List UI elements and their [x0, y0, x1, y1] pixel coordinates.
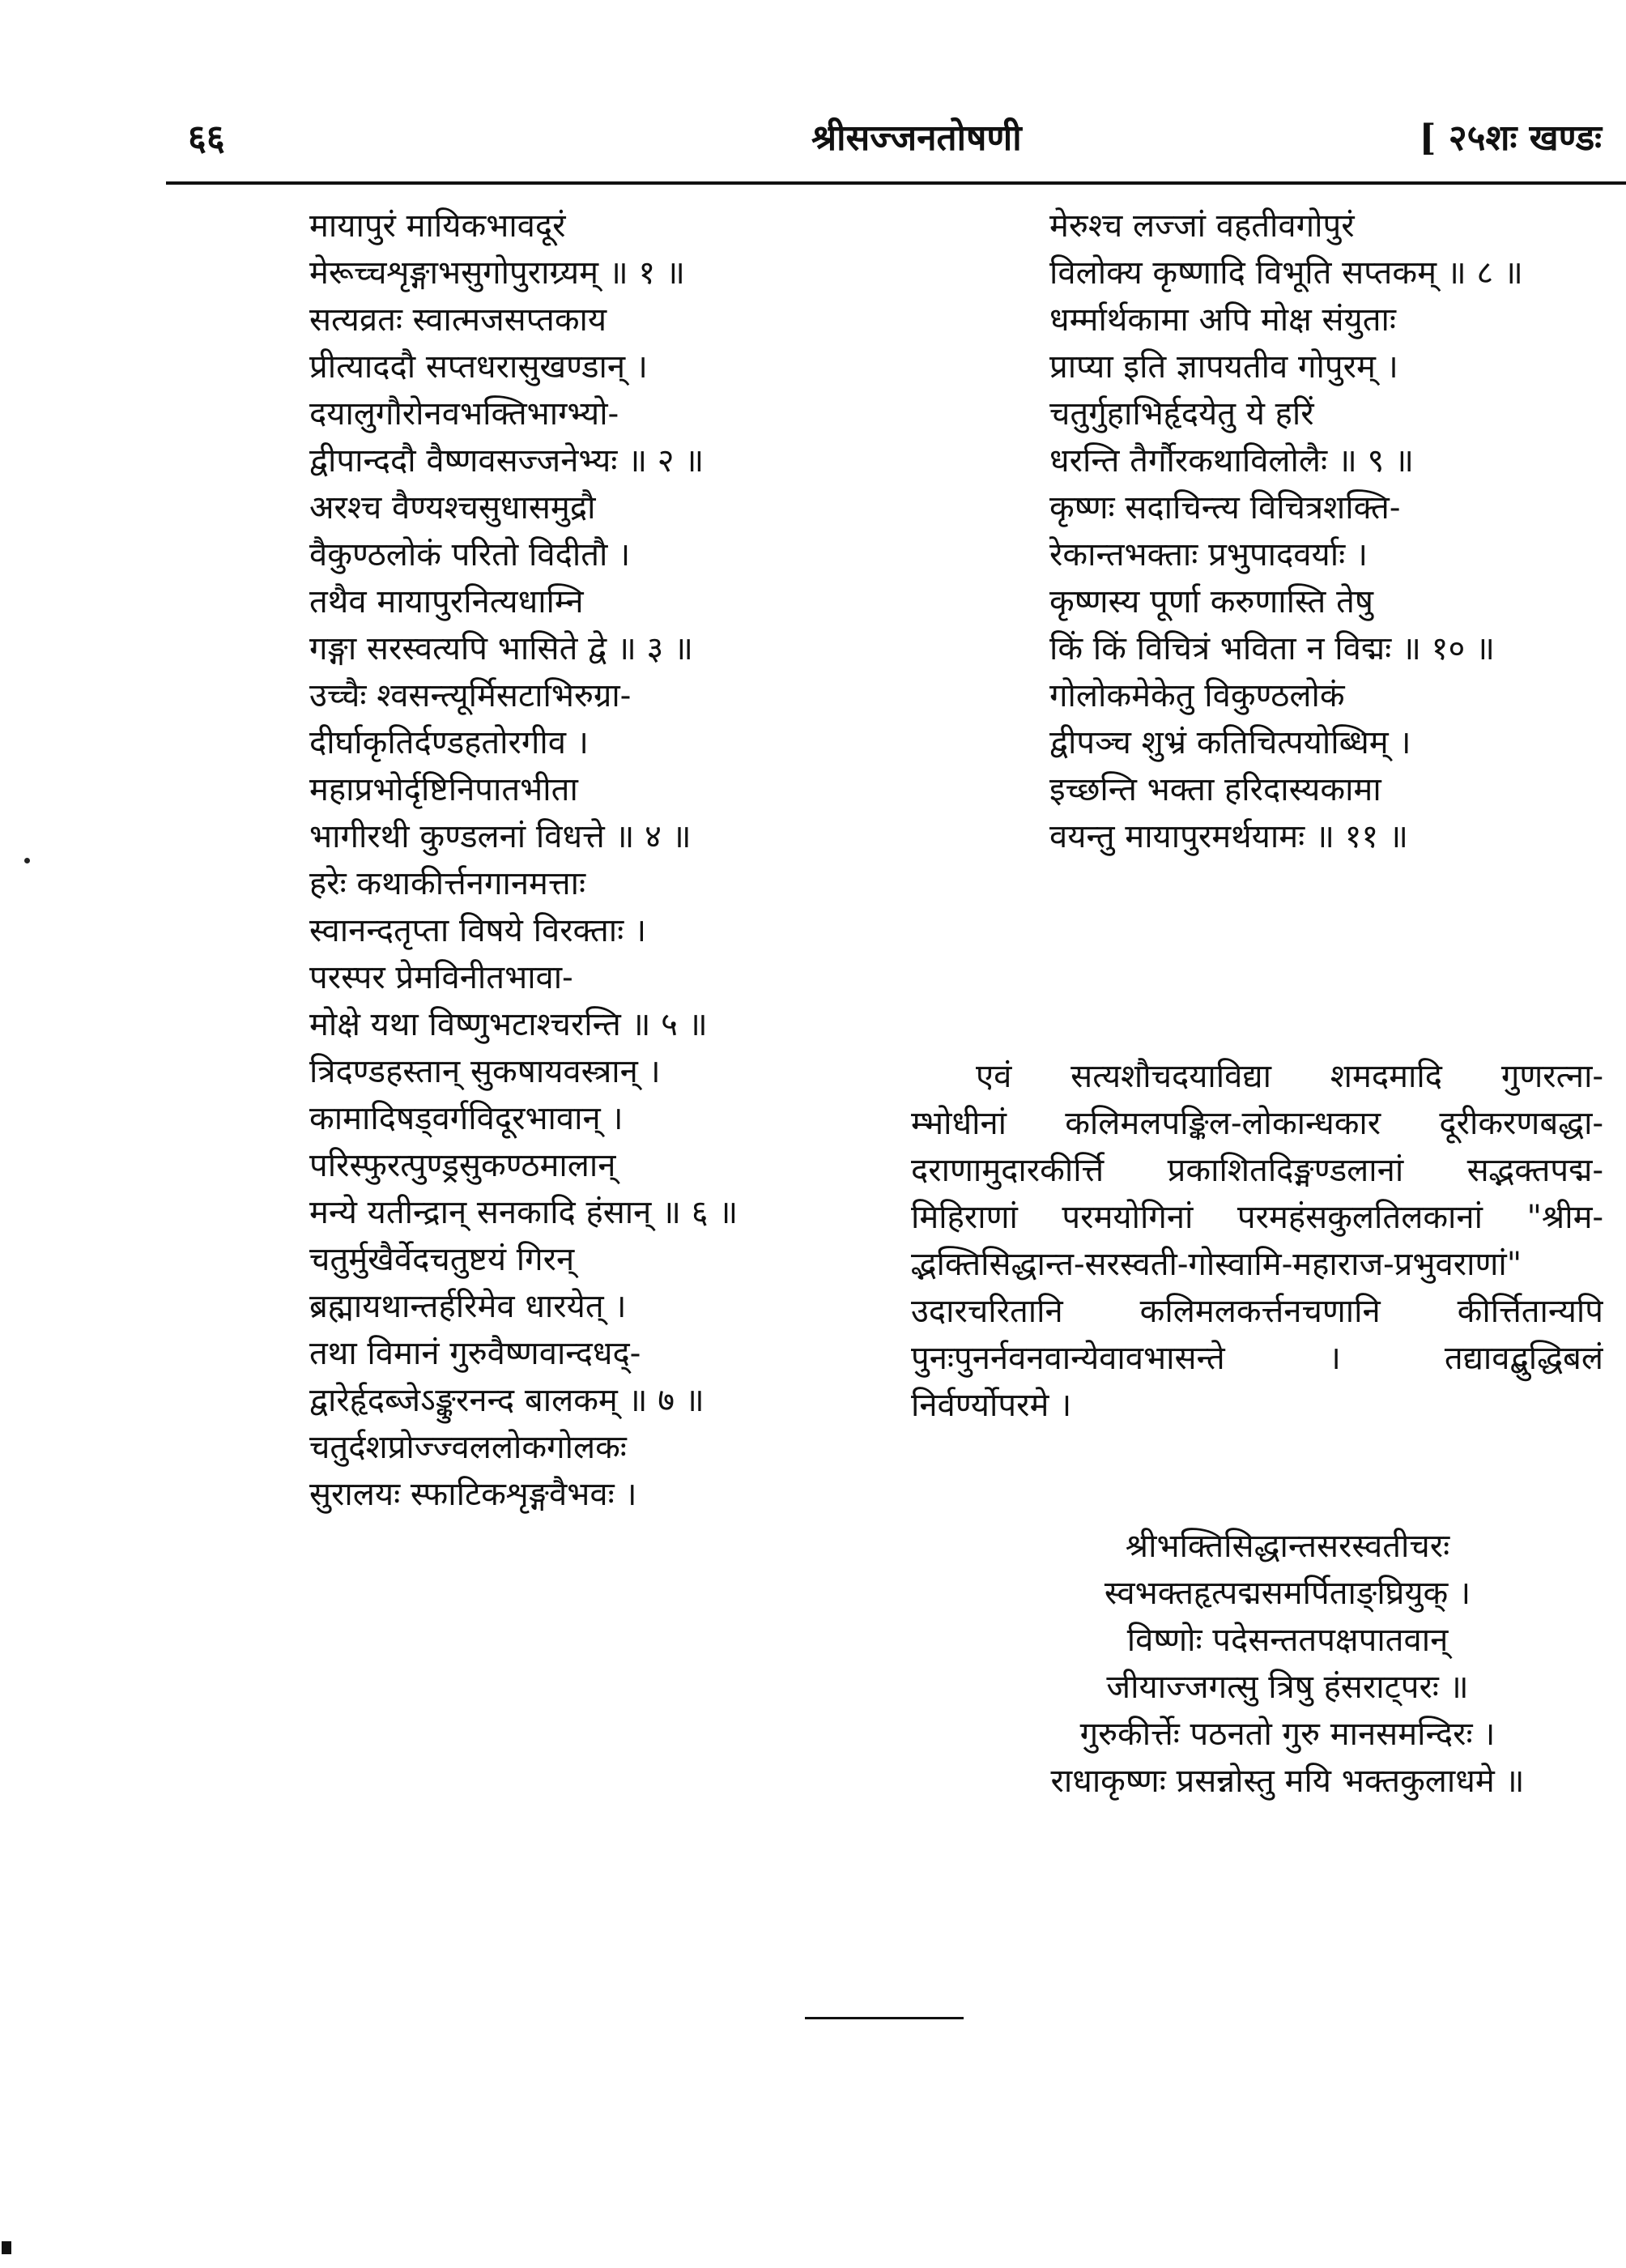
scan-speck: [24, 858, 30, 863]
page-number: ६६: [188, 117, 225, 159]
verse-line: रेकान्तभक्ताः प्रभुपादवर्याः ।: [1049, 536, 1368, 573]
verse-line: द्वारेर्हृदब्जेऽङ्कुरनन्द बालकम् ॥ ७ ॥: [309, 1382, 704, 1419]
verse-line: इच्छन्ति भक्ता हरिदास्यकामा: [1049, 771, 1381, 808]
left-verse-column: [309, 202, 844, 1518]
verse-line: वैकुण्ठलोकं परितो विदीतौ ।: [309, 536, 631, 573]
verse-line: स्वभक्तहृत्पद्मसमर्पिताङ्घ्रियुक् ।: [1104, 1575, 1471, 1612]
verse-line: द्वीपान्ददौ वैष्णवसज्जनेभ्यः ॥ २ ॥: [309, 442, 704, 480]
prose-line: मिहिराणां परमयोगिनां परमहंसकुलतिलकानां "श्रीम-: [911, 1199, 1603, 1236]
closing-verse: [956, 1523, 1620, 1805]
verse-line: चतुर्मुखैर्वेदचतुष्टयं गिरन्: [309, 1241, 575, 1278]
verse-line: तथैव मायापुरनित्यधाम्नि: [309, 583, 584, 620]
verse-line: प्राप्या इति ज्ञापयतीव गोपुरम् ।: [1049, 348, 1398, 386]
verse-line: उच्चैः श्वसन्त्यूर्मिसटाभिरुग्रा-: [309, 677, 632, 714]
verse-line: धरन्ति तैर्गौरकथाविलोलैः ॥ ९ ॥: [1049, 442, 1414, 480]
verse-line: मन्ये यतीन्द्रान् सनकादि हंसान् ॥ ६ ॥: [309, 1194, 739, 1231]
verse-line: जीयाज्जगत्सु त्रिषु हंसराट्परः ॥: [1106, 1669, 1469, 1706]
prose-line: एवं सत्यशौचदयाविद्या शमदमादि गुणरत्ना-: [976, 1058, 1603, 1095]
verse-line: विष्णोः पदेसन्ततपक्षपातवान्: [1126, 1622, 1449, 1659]
verse-line: अरश्च वैण्यश्चसुधासमुद्रौ: [309, 489, 596, 526]
verse-line: स्वानन्दतृप्ता विषये विरक्ताः ।: [309, 912, 647, 949]
verse-line: किं किं विचित्रं भविता न विद्मः ॥ १० ॥: [1049, 630, 1495, 667]
verse-line: वयन्तु मायापुरमर्थयामः ॥ ११ ॥: [1049, 818, 1408, 855]
header-rule: [166, 181, 1626, 185]
verse-line: दीर्घाकृतिर्दण्डहतोरगीव ।: [309, 724, 589, 761]
running-title: श्रीसज्जनतोषणी: [811, 117, 1022, 159]
scan-speck: [2, 2241, 11, 2254]
verse-line: कृष्णस्य पूर्णा करुणास्ति तेषु: [1049, 583, 1373, 620]
verse-line: हरेः कथाकीर्त्तनगानमत्ताः: [309, 865, 586, 902]
verse-line: मोक्षे यथा विष्णुभटाश्चरन्ति ॥ ५ ॥: [309, 1006, 708, 1043]
verse-line: मेरूच्चशृङ्गाभसुगोपुराग्र्यम् ॥ १ ॥: [309, 254, 685, 292]
verse-line: श्रीभक्तिसिद्धान्तसरस्वतीचरः: [1125, 1528, 1450, 1565]
prose-line: उदारचरितानि कलिमलकर्त्तनचणानि कीर्त्तितान्यपि: [911, 1293, 1603, 1330]
verse-line: त्रिदण्डहस्तान् सुकषायवस्त्रान् ।: [309, 1053, 661, 1090]
prose-line: पुनःपुनर्नवनवान्येवावभासन्ते । तद्यावद्बुद्धिबलं: [911, 1340, 1603, 1377]
verse-line: राधाकृष्णः प्रसन्नोस्तु मयि भक्तकुलाधमे ॥: [1050, 1763, 1525, 1800]
verse-line: चतुर्गुहाभिर्हृदयेतु ये हरिं: [1049, 395, 1314, 433]
verse-line: भागीरथी कुण्डलनां विधत्ते ॥ ४ ॥: [309, 818, 692, 855]
verse-line: धर्म्मार्थकामा अपि मोक्ष संयुताः: [1049, 301, 1396, 339]
right-verse-column: [1049, 202, 1616, 860]
prose-line: निर्वर्ण्योपरमे ।: [911, 1387, 1072, 1424]
verse-line: कामादिषड्वर्गविदूरभावान् ।: [309, 1100, 624, 1137]
verse-line: गुरुकीर्त्तेः पठनतो गुरु मानसमन्दिरः ।: [1079, 1716, 1496, 1753]
verse-line: चतुर्दशप्रोज्ज्वललोकगोलकः: [309, 1429, 627, 1466]
verse-line: परिस्फुरत्पुण्ड्रसुकण्ठमालान्: [309, 1147, 616, 1184]
verse-line: प्रीत्याददौ सप्तधरासुखण्डान् ।: [309, 348, 648, 386]
section-label: [ २५शः खण्डः: [1419, 117, 1602, 159]
verse-line: कृष्णः सदाचिन्त्य विचित्रशक्ति-: [1049, 489, 1401, 526]
verse-line: मेरुश्च लज्जां वहतीवगोपुरं: [1049, 207, 1355, 245]
verse-line: तथा विमानं गुरुवैष्णवान्दधद्-: [309, 1335, 641, 1372]
verse-line: महाप्रभोर्दृष्टिनिपातभीता: [309, 771, 578, 808]
verse-line: गङ्गा सरस्वत्यपि भासिते द्वे ॥ ३ ॥: [309, 630, 693, 667]
verse-line: सत्यव्रतः स्वात्मजसप्तकाय: [309, 301, 607, 339]
prose-line: द्भक्तिसिद्धान्त-सरस्वती-गोस्वामि-महाराज-प्रभुवराणां": [911, 1246, 1522, 1283]
verse-line: द्वीपञ्च शुभ्रं कतिचित्पयोब्धिम् ।: [1049, 724, 1411, 761]
verse-line: गोलोकमेकेतु विकुण्ठलोकं: [1049, 677, 1345, 714]
prose-line: दराणामुदारकीर्त्ति प्रकाशितदिङ्मण्डलानां सद्भक्तपद्म-: [911, 1152, 1603, 1189]
prose-paragraph: [911, 1053, 1603, 1429]
verse-line: ब्रह्मायथान्तर्हरिमेव धारयेत् ।: [309, 1288, 627, 1325]
prose-line: म्भोधीनां कलिमलपङ्किल-लोकान्धकार दूरीकरणबद्धा-: [911, 1105, 1603, 1142]
verse-line: मायापुरं मायिकभावदूरं: [309, 207, 566, 245]
verse-line: परस्पर प्रेमविनीतभावा-: [309, 959, 573, 996]
verse-line: विलोक्य कृष्णादि विभूति सप्तकम् ॥ ८ ॥: [1049, 254, 1523, 292]
end-rule: [805, 2017, 964, 2019]
verse-line: सुरालयः स्फाटिकशृङ्गवैभवः ।: [309, 1476, 637, 1513]
verse-line: दयालुगौरोनवभक्तिभाग्भ्यो-: [309, 395, 619, 433]
